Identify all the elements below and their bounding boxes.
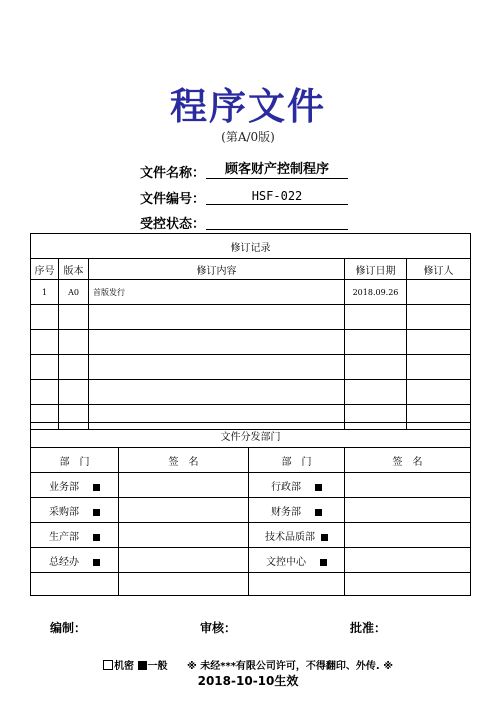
- cell-content: 首版发行: [89, 280, 345, 305]
- dept-name: 技术品质部: [265, 531, 315, 543]
- col-header-dept: 部 门: [249, 448, 345, 473]
- cell-date: 2018.09.26: [345, 280, 407, 305]
- dept-name: 业务部: [49, 481, 79, 493]
- confidentiality-footer: [0, 657, 496, 672]
- control-status-label: 受控状态：: [140, 217, 206, 232]
- dept-name: 文控中心: [266, 556, 306, 568]
- col-header-reviser: 修订人: [407, 259, 471, 280]
- dept-name: 行政部: [271, 481, 301, 493]
- col-header-content: 修订内容: [89, 259, 345, 280]
- signature-cell: [119, 473, 249, 498]
- signature-cell: [345, 473, 471, 498]
- table-row: [31, 523, 471, 548]
- signature-cell: [345, 548, 471, 573]
- col-header-signature: 签 名: [119, 448, 249, 473]
- file-number-label: 文件编号：: [140, 192, 206, 207]
- version-label: (第A/0版): [221, 130, 275, 144]
- table-row: [31, 355, 471, 380]
- file-number-value: HSF-022: [206, 188, 348, 205]
- table-row: [31, 498, 471, 523]
- signature-cell: [119, 548, 249, 573]
- checked-square-icon: [93, 509, 100, 516]
- cell-reviser: [407, 280, 471, 305]
- checked-square-icon: [315, 509, 322, 516]
- checked-square-icon: [321, 534, 328, 541]
- col-header-date: 修订日期: [345, 259, 407, 280]
- unchecked-box-icon: [103, 660, 113, 670]
- reviewed-by-label: 审核：: [200, 621, 237, 635]
- distribution-table-title: 文件分发部门: [31, 423, 471, 448]
- secret-label: 机密: [114, 661, 135, 672]
- col-header-seq: 序号: [31, 259, 59, 280]
- signature-cell: [345, 498, 471, 523]
- checked-square-icon: [93, 484, 100, 491]
- file-name-value: 顾客财产控制程序: [206, 162, 348, 179]
- signature-cell: [119, 523, 249, 548]
- dept-name: 采购部: [49, 506, 79, 518]
- table-row: [31, 380, 471, 405]
- effective-date: 2018-10-10生效: [197, 674, 299, 688]
- checked-square-icon: [93, 559, 100, 566]
- table-row: [31, 548, 471, 573]
- table-row: [31, 330, 471, 355]
- signature-cell: [119, 498, 249, 523]
- checked-square-icon: [93, 534, 100, 541]
- dept-name: 财务部: [271, 506, 301, 518]
- table-row: [31, 280, 471, 305]
- revision-table: [30, 233, 471, 430]
- file-name-label: 文件名称：: [140, 166, 206, 181]
- revision-table-title: 修订记录: [31, 234, 471, 259]
- checked-box-icon: [138, 661, 147, 670]
- document-title: 程序文件: [170, 85, 326, 128]
- dept-name: 生产部: [49, 531, 79, 543]
- col-header-version: 版本: [59, 259, 89, 280]
- table-row: [31, 305, 471, 330]
- compiled-by-label: 编制：: [50, 621, 87, 635]
- table-row: [31, 473, 471, 498]
- table-row: [31, 573, 471, 596]
- checked-square-icon: [320, 559, 327, 566]
- approved-by-label: 批准：: [350, 621, 387, 635]
- checked-square-icon: [315, 484, 322, 491]
- cell-version: A0: [59, 280, 89, 305]
- copyright-notice: ※ 未经***有限公司许可，不得翻印、外传. ※: [187, 661, 393, 672]
- cell-seq: 1: [31, 280, 59, 305]
- control-status-value: [206, 213, 348, 230]
- general-label: 一般: [147, 661, 168, 672]
- signature-cell: [345, 523, 471, 548]
- col-header-signature: 签 名: [345, 448, 471, 473]
- dept-name: 总经办: [49, 556, 79, 568]
- col-header-dept: 部 门: [31, 448, 119, 473]
- distribution-table: [30, 422, 471, 596]
